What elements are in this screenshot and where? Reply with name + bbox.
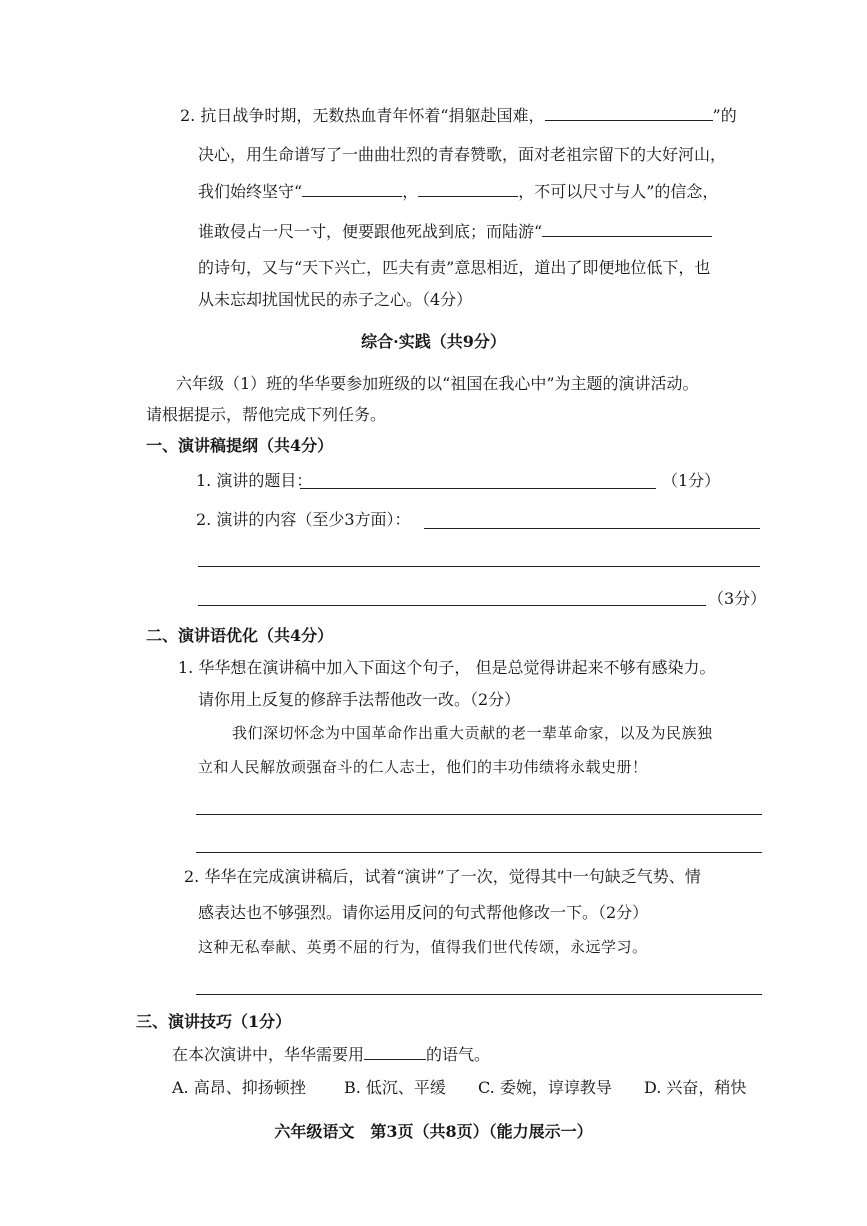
part2-q1-answer-line-1[interactable] — [196, 814, 762, 815]
part1-q2-answer-line-3[interactable] — [198, 605, 706, 606]
q2-text-3c: ，不可以尺寸与人”的信念， — [518, 182, 719, 201]
q2-text-3a: 我们始终坚守“ — [198, 182, 303, 201]
intro-line-2: 请根据提示，帮他完成下列任务。 — [146, 405, 387, 424]
q2-text-4a: 谁敢侵占一尺一寸，便要跟他死战到底；而陆游“ — [198, 222, 543, 241]
section-title: 综合·实践（共9分） — [361, 332, 506, 351]
part3-question-text-b: 的语气。 — [426, 1045, 491, 1064]
part3-option-d[interactable]: D. 兴奋，稍快 — [644, 1078, 747, 1097]
part1-q2-answer-line-2[interactable] — [198, 566, 760, 567]
part3-option-a[interactable]: A. 高昂、抑扬顿挫 — [172, 1078, 306, 1097]
q2-line-1 — [180, 106, 737, 126]
part2-q1-line-2: 请你用上反复的修辞手法帮他改一改。（2分） — [198, 690, 521, 709]
part2-q2-answer-line[interactable] — [196, 994, 762, 995]
part2-q1-sentence-1: 我们深切怀念为中国革命作出重大贡献的老一辈革命家，以及为民族独 — [232, 724, 713, 742]
part2-q2-line-2: 感表达也不够强烈。请你运用反问的句式帮他修改一下。（2分） — [198, 903, 649, 922]
part3-question-text-a: 在本次演讲中，华华需要用 — [172, 1045, 365, 1064]
q2-text-3b: ， — [402, 182, 419, 201]
q2-line-5: 的诗句，又与“天下兴亡，匹夫有责”意思相近，道出了即便地位低下，也 — [198, 258, 711, 277]
part1-q2-answer-line-1[interactable] — [424, 528, 760, 529]
q2-text-1b: ”的 — [712, 106, 737, 125]
part3-blank[interactable] — [364, 1045, 426, 1060]
part1-q2-score: （3分） — [708, 589, 767, 608]
part3-heading: 三、演讲技巧（1分） — [136, 1012, 292, 1031]
q2-text-1a: 2. 抗日战争时期，无数热血青年怀着“捐躯赴国难， — [180, 106, 545, 125]
page-footer: 六年级语文 第3页（共8页）（能力展示一） — [274, 1122, 593, 1141]
part2-q1-line-1: 1. 华华想在演讲稿中加入下面这个句子， 但是总觉得讲起来不够有感染力。 — [178, 658, 716, 677]
q2-blank-2[interactable] — [302, 182, 402, 197]
intro-line-1: 六年级（1）班的华华要参加班级的以“祖国在我心中”为主题的演讲活动。 — [176, 374, 699, 393]
q2-blank-3[interactable] — [418, 182, 518, 197]
part3-question — [172, 1045, 490, 1065]
q2-blank-1[interactable] — [545, 106, 713, 121]
part2-q1-answer-line-2[interactable] — [196, 852, 762, 853]
q2-line-6: 从未忘却扰国忧民的赤子之心。（4分） — [198, 290, 473, 309]
part2-q2-sentence: 这种无私奉献、英勇不屈的行为，值得我们世代传颂，永远学习。 — [198, 938, 648, 956]
q2-line-3 — [198, 182, 718, 202]
part1-heading: 一、演讲稿提纲（共4分） — [146, 436, 334, 455]
part2-heading: 二、演讲语优化（共4分） — [146, 626, 334, 645]
part2-q1-sentence-2: 立和人民解放顽强奋斗的仁人志士，他们的丰功伟绩将永载史册！ — [198, 758, 648, 776]
part1-q1-answer-line[interactable] — [300, 488, 656, 489]
q2-line-4 — [198, 222, 712, 242]
part3-option-b[interactable]: B. 低沉、平缓 — [344, 1078, 446, 1097]
part2-q2-line-1: 2. 华华在完成演讲稿后，试着“演讲”了一次，觉得其中一句缺乏气势、情 — [184, 867, 701, 886]
part1-q2: 2. 演讲的内容（至少3方面）： — [196, 510, 411, 529]
part1-q1-score: （1分） — [662, 471, 721, 490]
part1-q1-label: 1. 演讲的题目： — [196, 471, 313, 490]
q2-blank-4[interactable] — [542, 222, 712, 237]
q2-line-2: 决心，用生命谱写了一曲曲壮烈的青春赞歌，面对老祖宗留下的大好河山， — [198, 145, 727, 164]
part3-option-c[interactable]: C. 委婉，谆谆教导 — [478, 1078, 612, 1097]
part1-q1 — [196, 471, 312, 491]
